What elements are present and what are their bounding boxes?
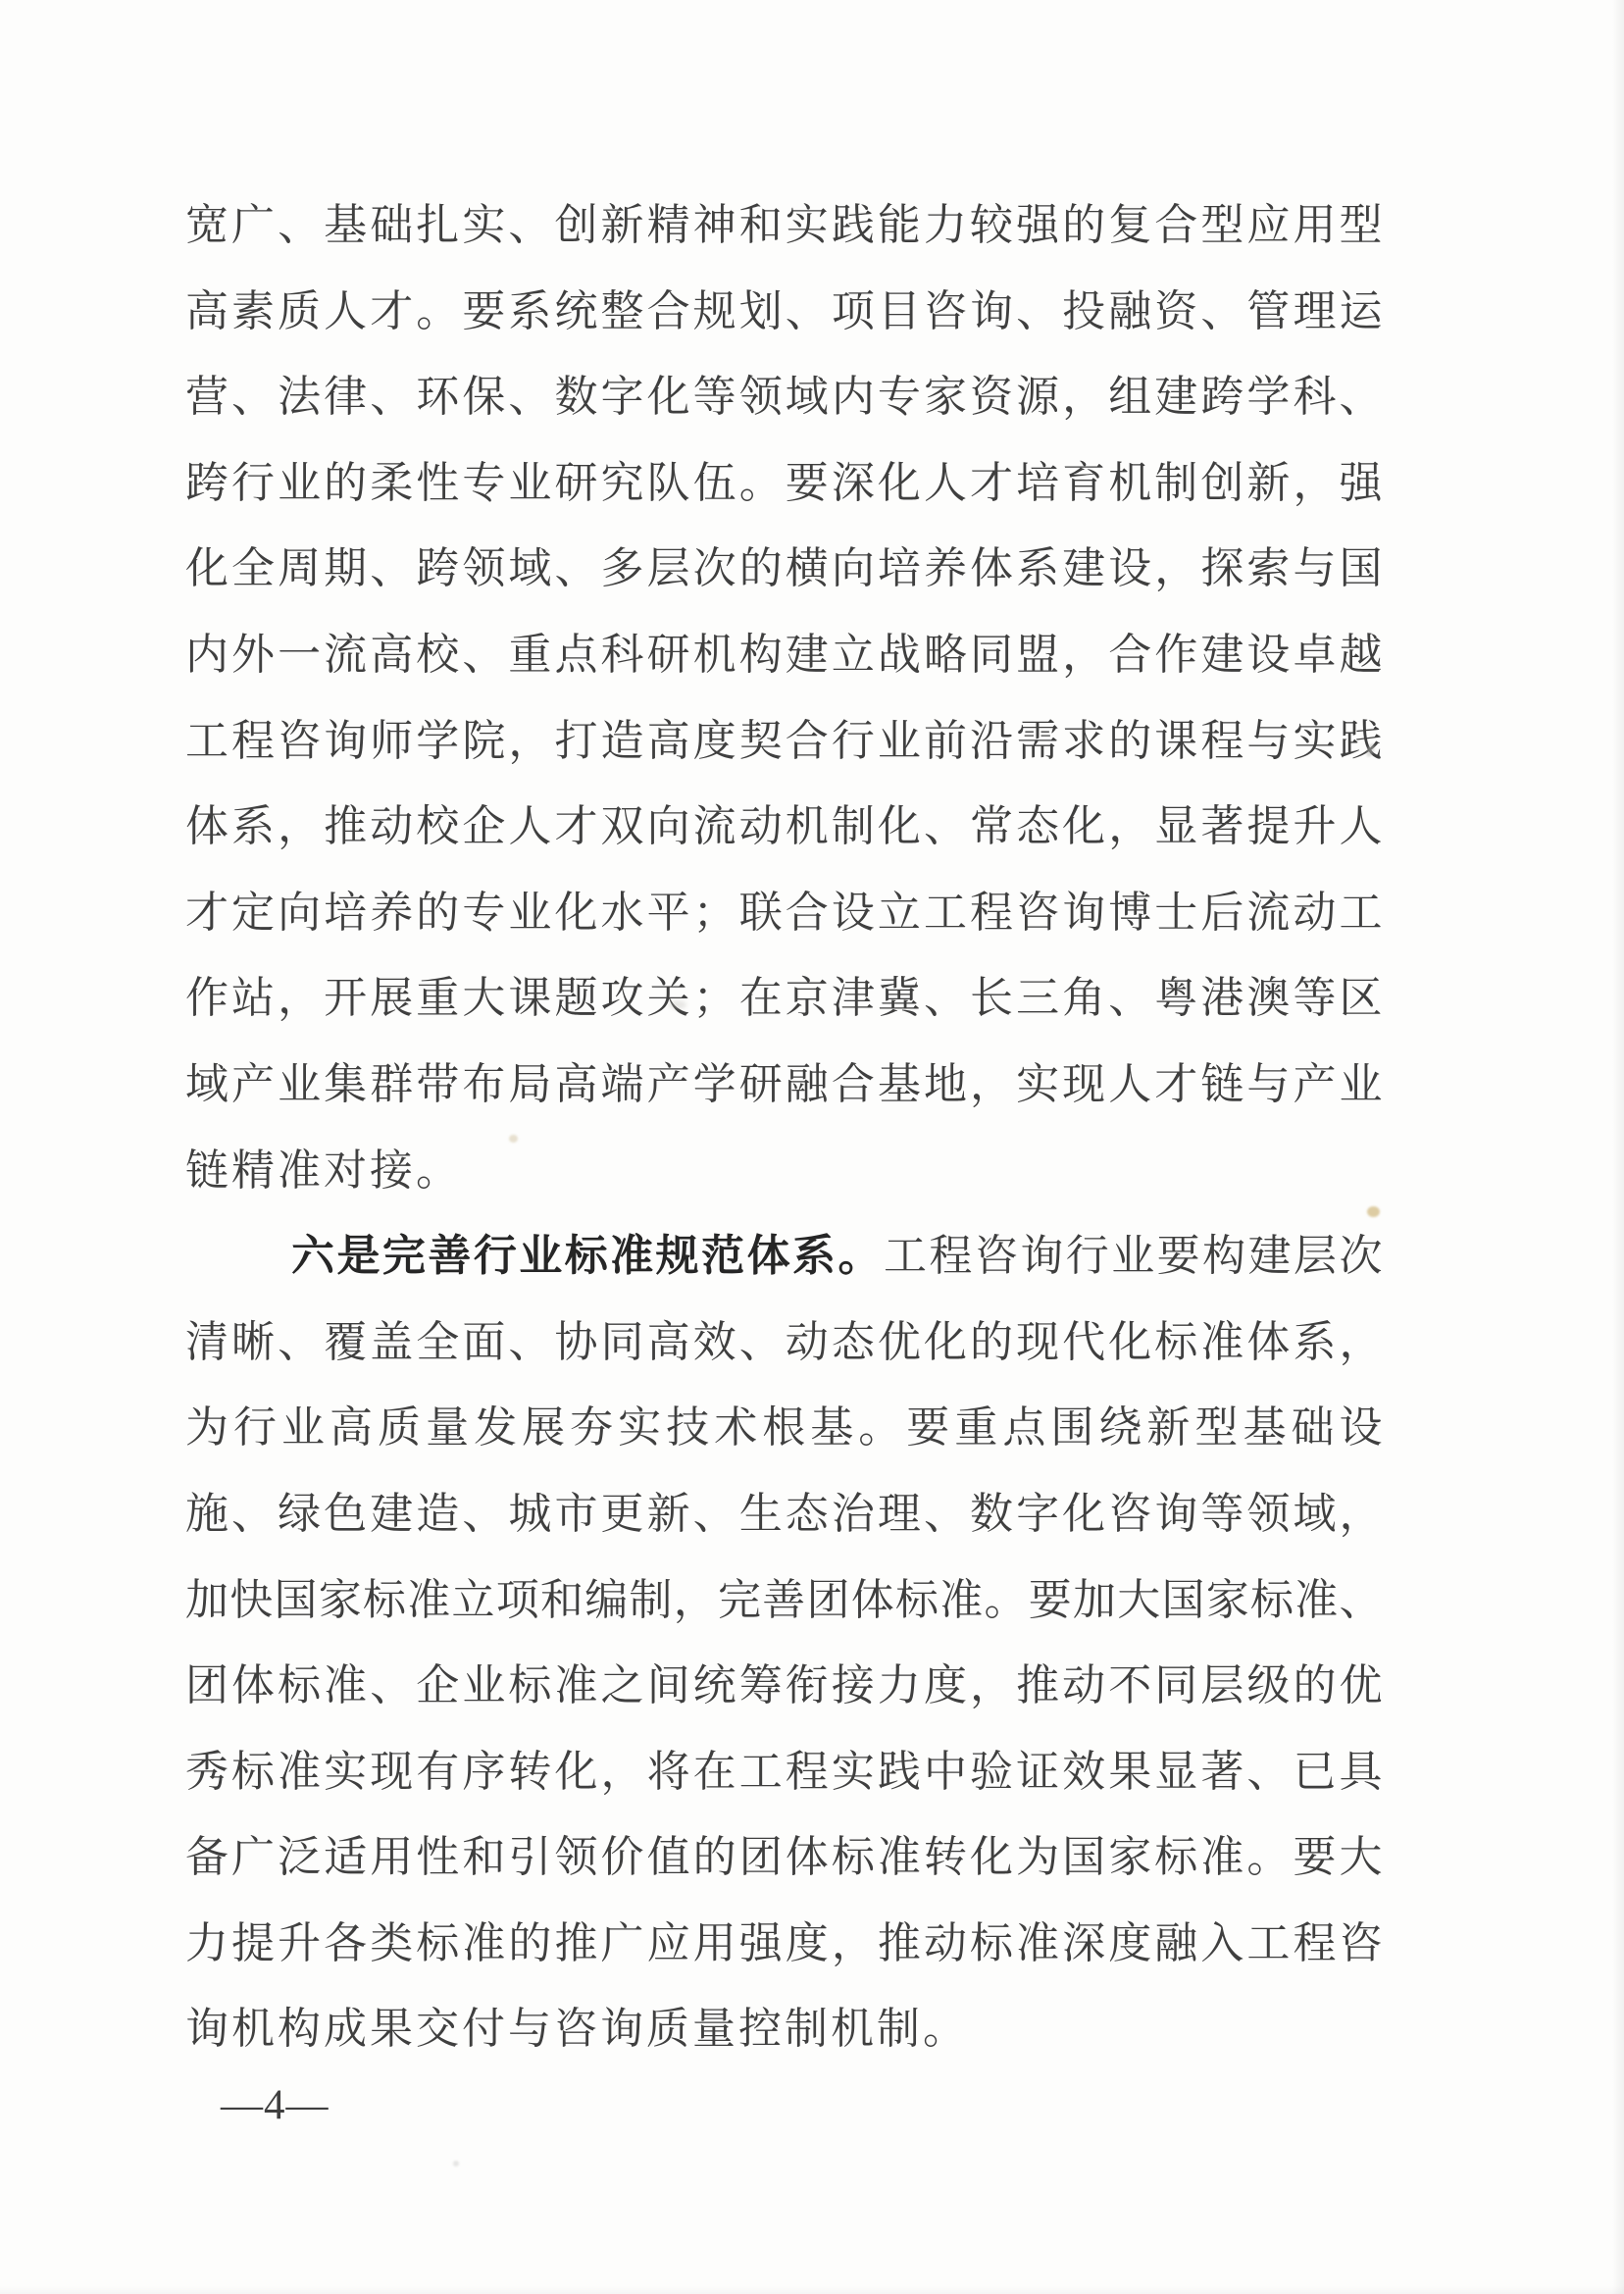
body-line: 体系，推动校企人才双向流动机制化、常态化，显著提升人 [185, 802, 1383, 851]
body-line: 才定向培养的专业化水平；联合设立工程咨询博士后流动工 [185, 888, 1383, 937]
body-line: 团体标准、企业标准之间统筹衔接力度，推动不同层级的优 [185, 1661, 1383, 1710]
body-line: 力提升各类标准的推广应用强度，推动标准深度融入工程咨 [185, 1918, 1383, 1967]
body-line: 备广泛适用性和引领价值的团体标准转化为国家标准。要大 [185, 1833, 1383, 1882]
body-line: 营、法律、环保、数字化等领域内专家资源，组建跨学科、 [185, 373, 1383, 422]
paragraph-2 [185, 1213, 1383, 2072]
body-line: 工程咨询师学院，打造高度契合行业前沿需求的课程与实践 [185, 716, 1383, 765]
body-line: 施、绿色建造、城市更新、生态治理、数字化咨询等领域， [185, 1489, 1383, 1538]
body-line: 加快国家标准立项和编制，完善团体标准。要加大国家标准、 [185, 1575, 1383, 1624]
body-line-with-heading [185, 1213, 1383, 1300]
heading-line-rest: 工程咨询行业要构建层次 [883, 1232, 1384, 1281]
body-line: 链精准对接。 [185, 1146, 462, 1195]
body-line: 为行业高质量发展夯实技术根基。要重点围绕新型基础设 [185, 1403, 1383, 1453]
scan-edge-shadow [1612, 0, 1624, 2294]
scan-edge-shadow [0, 2286, 1624, 2294]
paragraph-1 [185, 182, 1383, 1213]
page-number: —4— [221, 2082, 330, 2128]
body-line: 秀标准实现有序转化，将在工程实践中验证效果显著、已具 [185, 1747, 1383, 1796]
body-line: 清晰、覆盖全面、协同高效、动态优化的现代化标准体系， [185, 1317, 1383, 1366]
body-line: 内外一流高校、重点科研机构建立战略同盟，合作建设卓越 [185, 630, 1383, 679]
section-heading: 六是完善行业标准规范体系。 [291, 1232, 884, 1281]
body-line: 域产业集群带布局高端产学研融合基地，实现人才链与产业 [185, 1059, 1383, 1108]
body-line: 宽广、基础扎实、创新精神和实践能力较强的复合型应用型 [185, 201, 1383, 249]
body-line: 化全周期、跨领域、多层次的横向培养体系建设，探索与国 [185, 544, 1383, 593]
body-line: 跨行业的柔性专业研究队伍。要深化人才培育机制创新，强 [185, 458, 1383, 507]
body-line: 高素质人才。要系统整合规划、项目咨询、投融资、管理运 [185, 286, 1383, 335]
document-body [185, 182, 1383, 2072]
body-line: 作站，开展重大课题攻关；在京津冀、长三角、粤港澳等区 [185, 974, 1383, 1023]
body-line: 询机构成果交付与咨询质量控制机制。 [185, 2005, 969, 2054]
scan-speck [453, 2161, 459, 2167]
